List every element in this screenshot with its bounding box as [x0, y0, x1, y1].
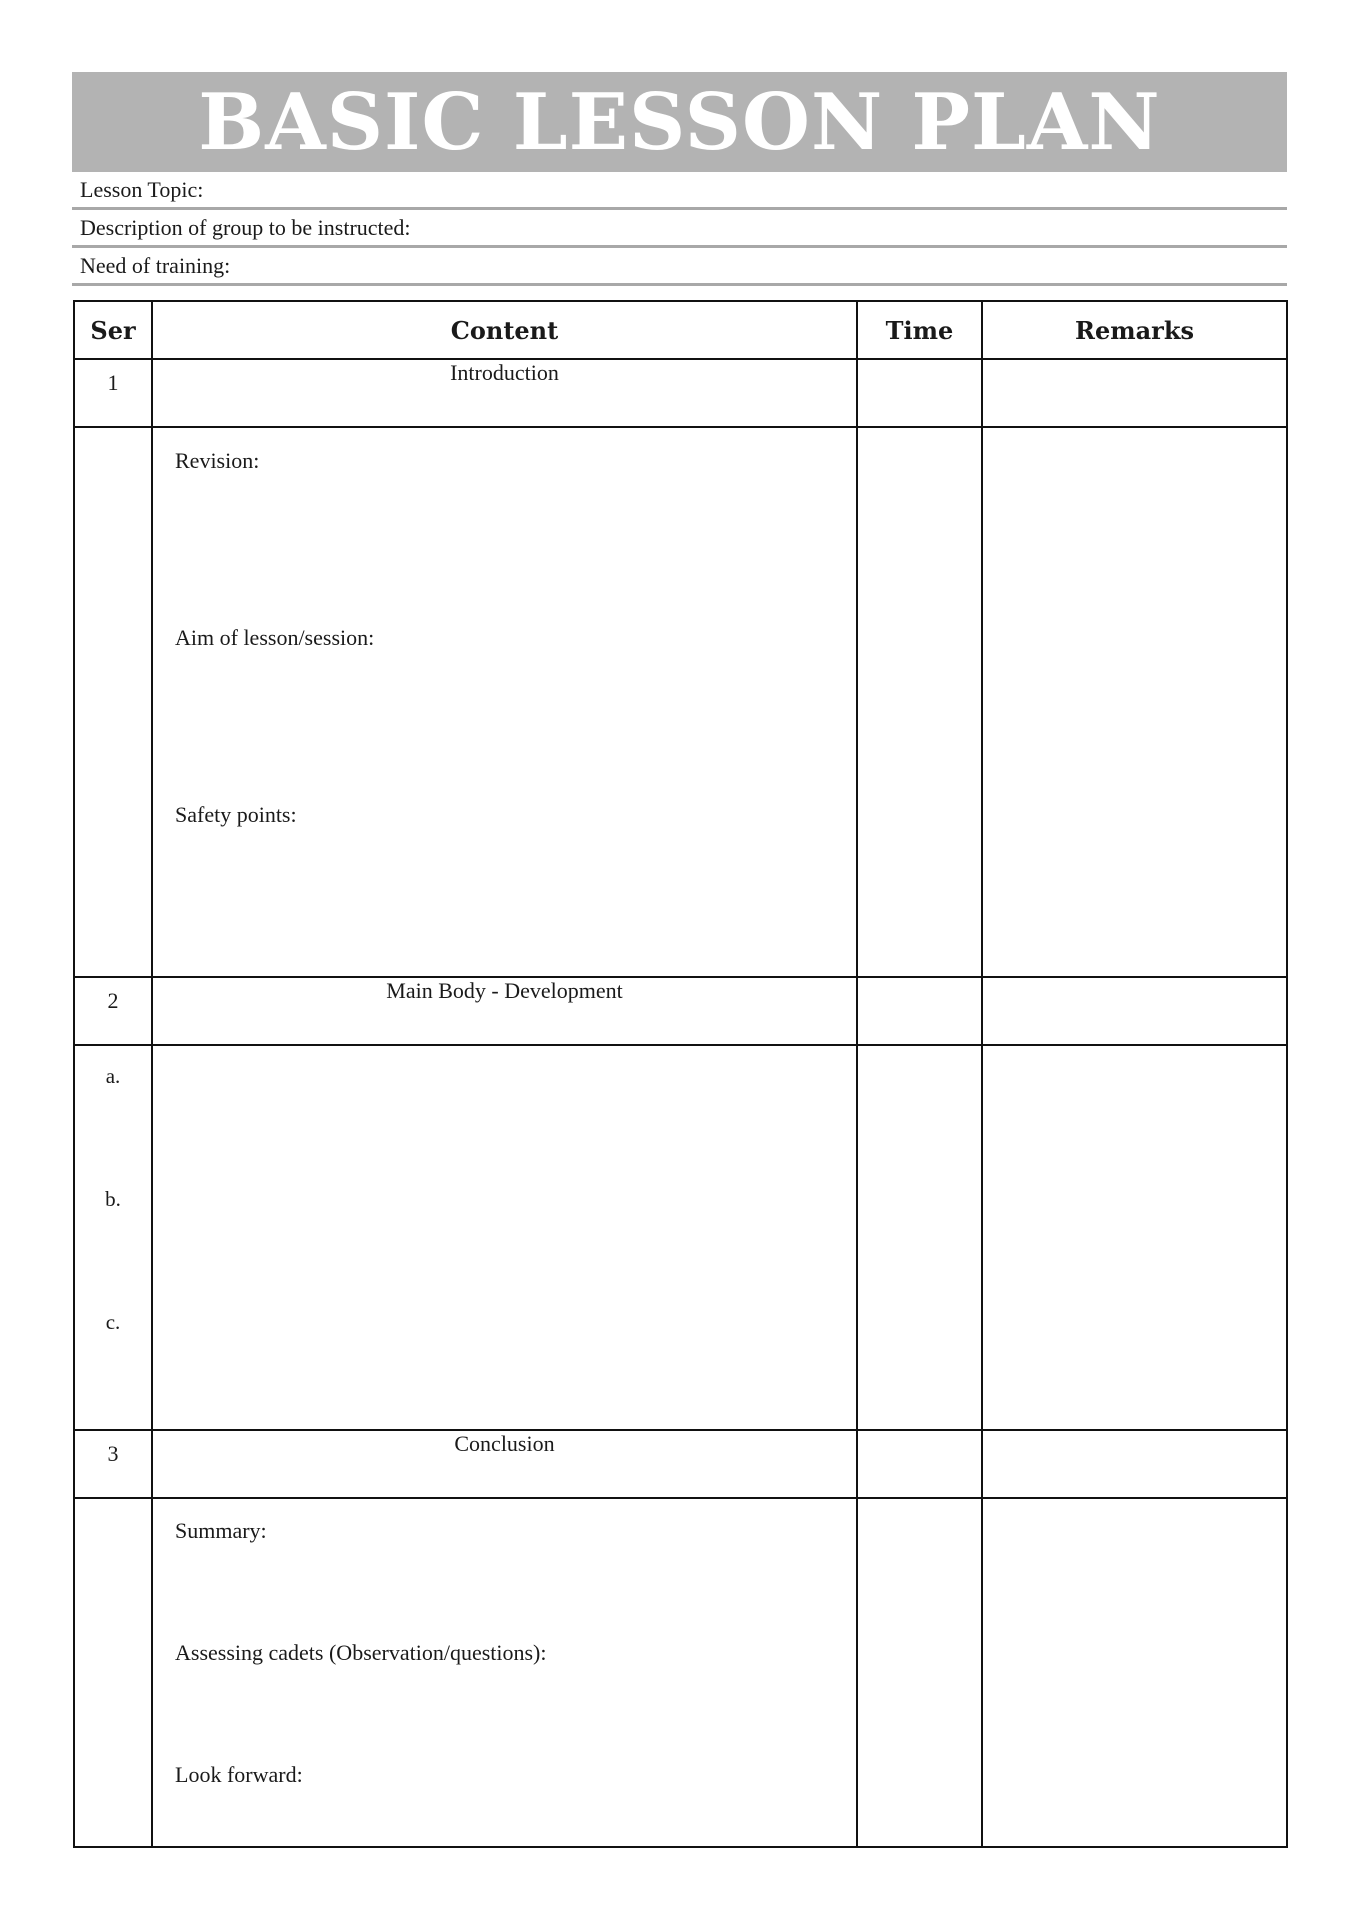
section-title: Main Body - Development [152, 977, 857, 1045]
remarks-cell[interactable] [982, 977, 1287, 1045]
safety-points-label: Safety points: [175, 802, 297, 827]
ser-cell [74, 427, 152, 977]
time-cell[interactable] [857, 1498, 982, 1847]
ser-cell [74, 1498, 152, 1847]
lesson-plan-table [73, 300, 1288, 1848]
remarks-cell[interactable] [982, 359, 1287, 427]
lesson-topic-label: Lesson Topic: [80, 176, 204, 202]
ser-cell [74, 1045, 152, 1430]
ser-number: 2 [74, 977, 152, 1045]
introduction-body-row [74, 427, 1287, 977]
remarks-cell[interactable] [982, 1430, 1287, 1498]
page-title: BASIC LESSON PLAN [198, 76, 1161, 168]
need-of-training-field[interactable] [72, 248, 1287, 286]
time-cell[interactable] [857, 427, 982, 977]
section-row-main-body [74, 977, 1287, 1045]
look-forward-label: Look forward: [175, 1762, 303, 1787]
section-title: Introduction [152, 359, 857, 427]
remarks-cell[interactable] [982, 427, 1287, 977]
time-cell[interactable] [857, 1045, 982, 1430]
group-description-label: Description of group to be instructed: [80, 214, 411, 240]
title-banner [72, 72, 1287, 172]
summary-label: Summary: [175, 1518, 267, 1543]
time-cell[interactable] [857, 1430, 982, 1498]
section-row-conclusion [74, 1430, 1287, 1498]
remarks-cell[interactable] [982, 1498, 1287, 1847]
section-title: Conclusion [152, 1430, 857, 1498]
need-of-training-label: Need of training: [80, 252, 231, 278]
content-cell[interactable] [152, 1045, 857, 1430]
group-description-field[interactable] [72, 210, 1287, 248]
table-header-row [74, 301, 1287, 359]
aim-label: Aim of lesson/session: [175, 625, 375, 650]
lesson-topic-field[interactable] [72, 172, 1287, 210]
header-ser: Ser [74, 301, 152, 359]
sub-item-a: a. [105, 1064, 121, 1088]
sub-item-c: c. [105, 1310, 121, 1334]
section-row-introduction [74, 359, 1287, 427]
conclusion-body-row [74, 1498, 1287, 1847]
ser-number: 1 [74, 359, 152, 427]
sub-item-b: b. [105, 1187, 121, 1211]
content-cell[interactable] [152, 427, 857, 977]
time-cell[interactable] [857, 359, 982, 427]
content-cell[interactable] [152, 1498, 857, 1847]
header-remarks: Remarks [982, 301, 1287, 359]
time-cell[interactable] [857, 977, 982, 1045]
main-body-row [74, 1045, 1287, 1430]
header-content: Content [152, 301, 857, 359]
remarks-cell[interactable] [982, 1045, 1287, 1430]
revision-label: Revision: [175, 448, 260, 473]
assessing-cadets-label: Assessing cadets (Observation/questions): [175, 1640, 547, 1665]
ser-number: 3 [74, 1430, 152, 1498]
header-time: Time [857, 301, 982, 359]
